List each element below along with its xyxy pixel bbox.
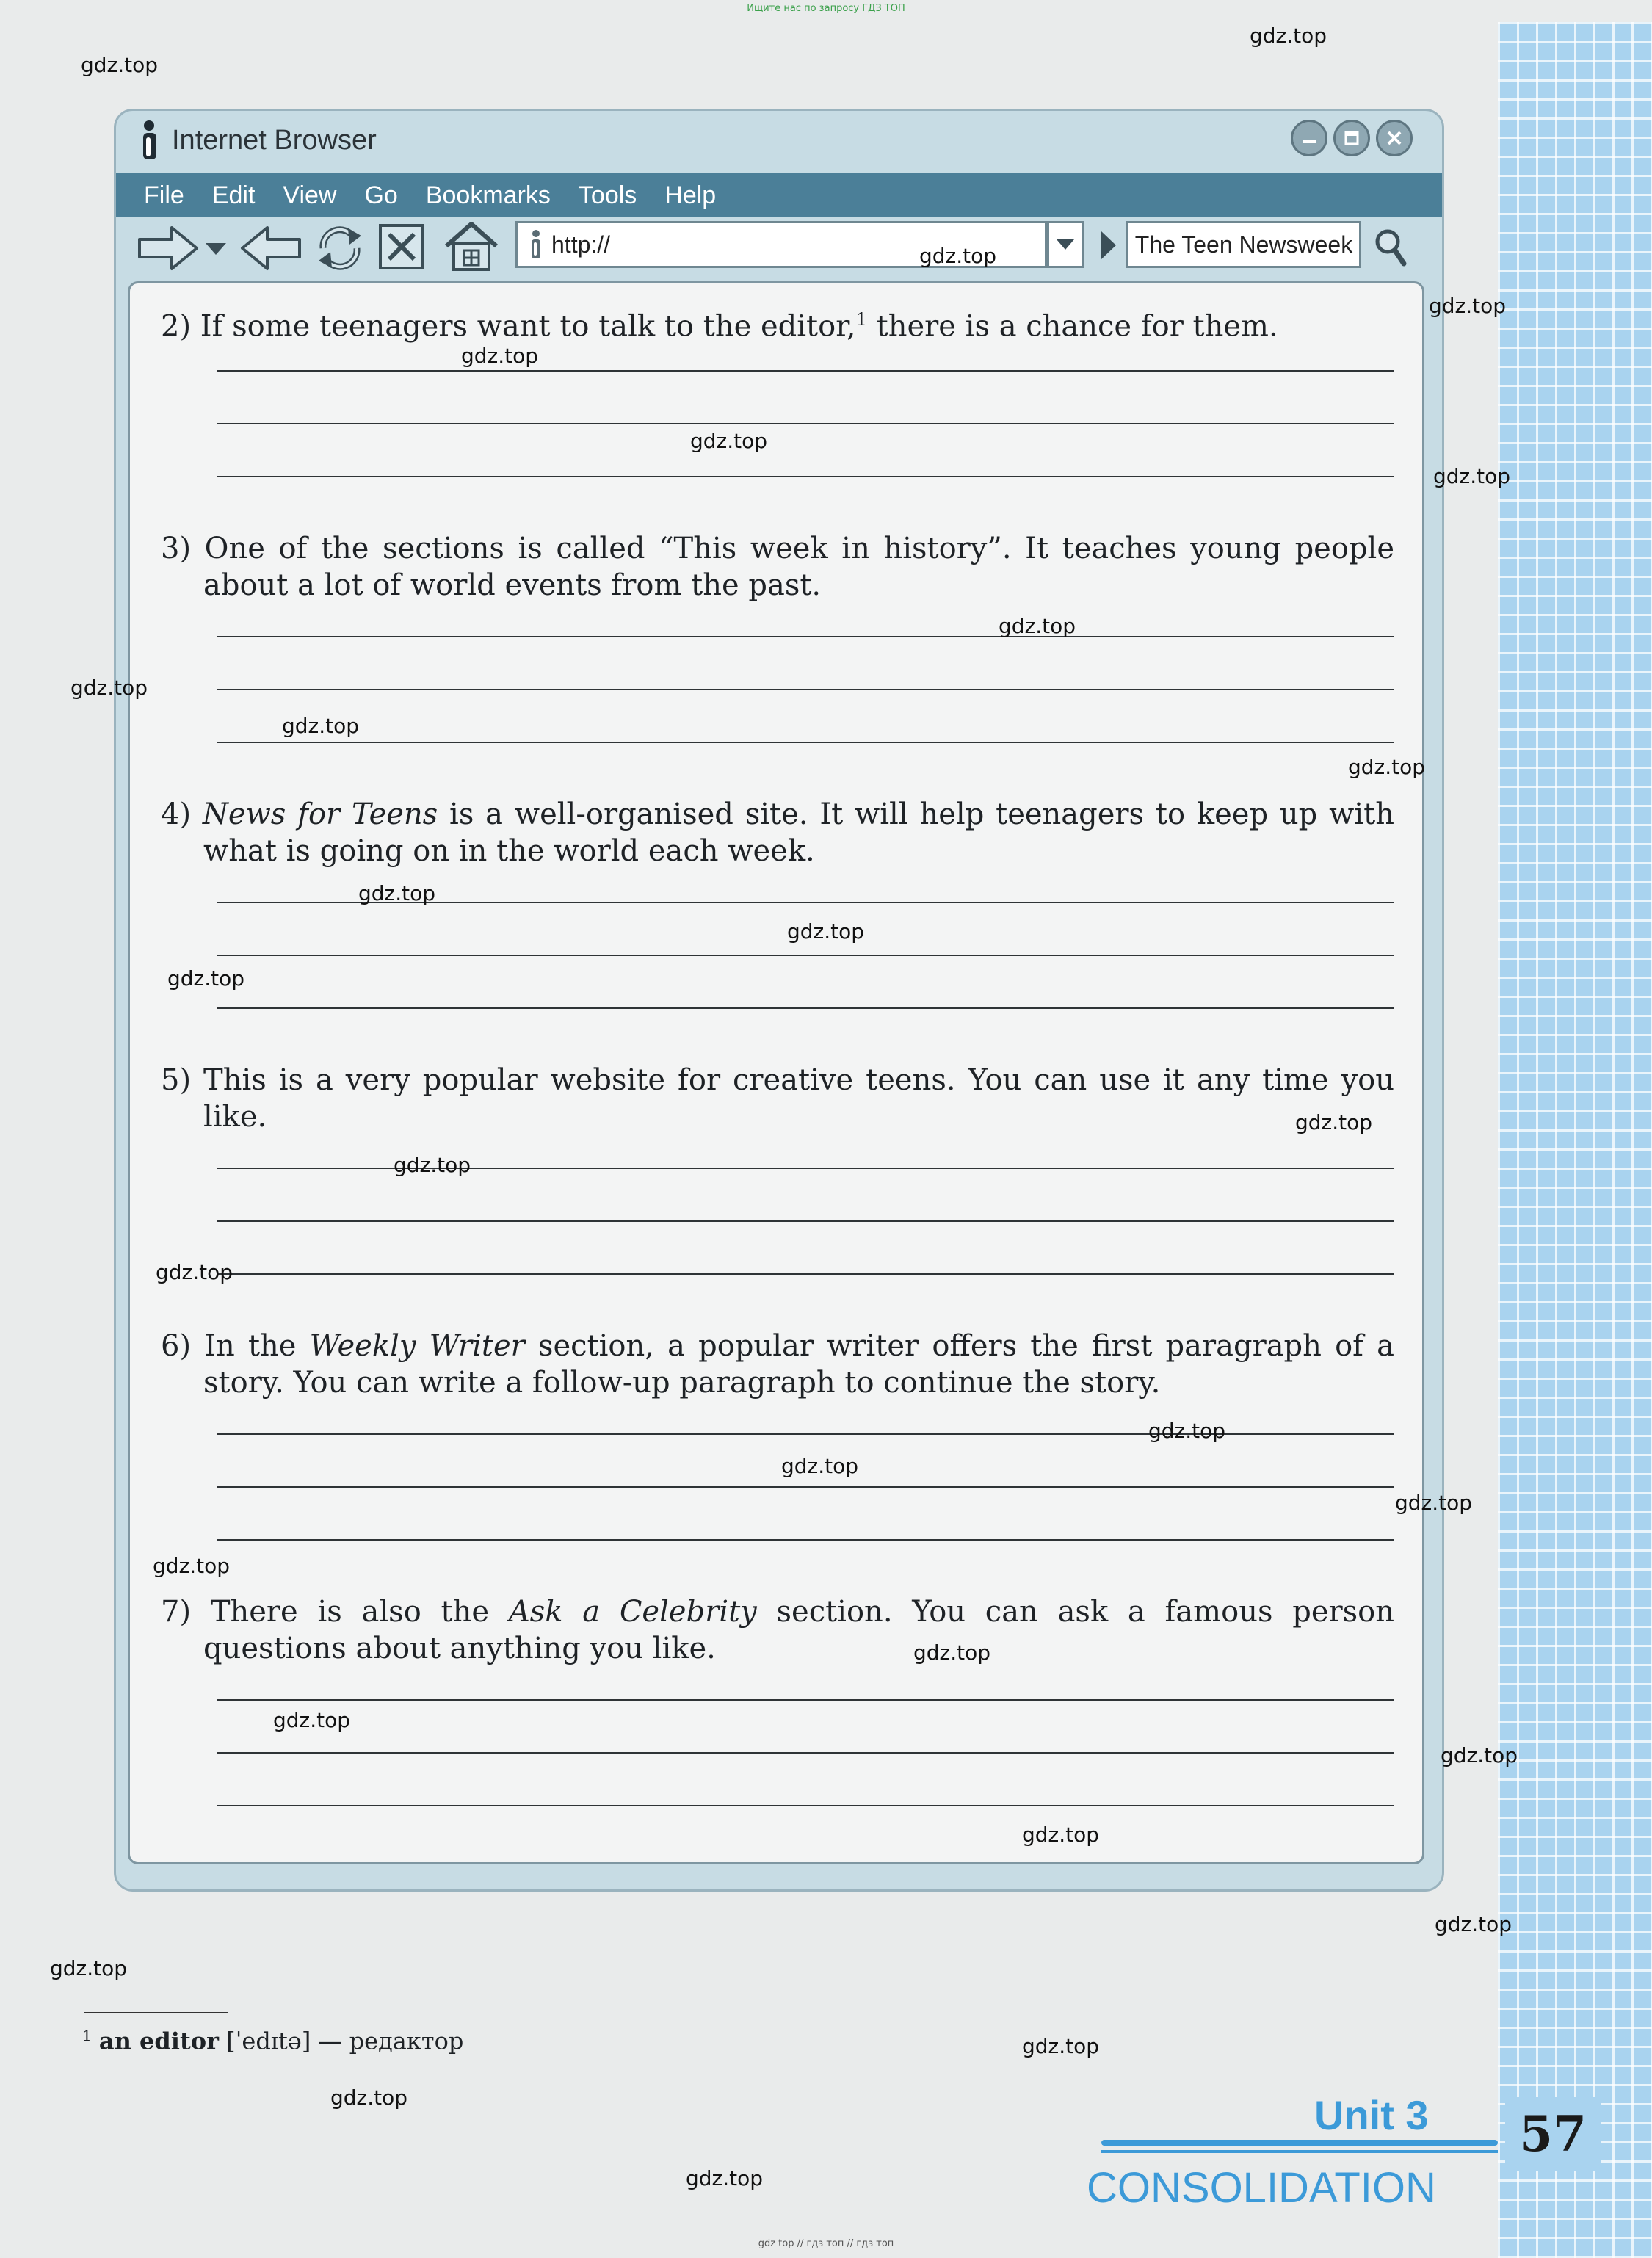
watermark: gdz.top [919, 244, 997, 268]
answer-line[interactable] [217, 1007, 1394, 1009]
watermark: gdz.top [273, 1708, 351, 1732]
browser-logo-icon [137, 120, 162, 161]
item-sentence: If some teenagers want to talk to the editor, [200, 309, 856, 344]
watermark: gdz.top [156, 1260, 233, 1284]
item-text [161, 1593, 1394, 1667]
answer-line[interactable] [217, 423, 1394, 424]
unit-subtitle: CONSOLIDATION [1087, 2164, 1436, 2212]
footnote-dash: — [318, 2027, 342, 2055]
item-number: 7) [161, 1595, 211, 1629]
stop-icon[interactable] [377, 222, 426, 271]
menu-file[interactable]: File [144, 181, 184, 209]
item-sentence: section. You can ask a famous person questions about anything you like. [203, 1595, 1395, 1665]
answer-line[interactable] [217, 1220, 1394, 1222]
watermark: gdz.top [461, 344, 539, 368]
item-sentence: One of the sections is called “This week in history”. It teaches young people about a lot of world events from the past. [203, 532, 1394, 602]
exercise-item-5 [161, 1062, 1394, 1135]
exercise-item-7 [161, 1593, 1394, 1667]
watermark: gdz.top [358, 881, 436, 905]
exercise-item-6 [161, 1328, 1394, 1401]
refresh-icon[interactable] [313, 221, 367, 275]
watermark: gdz.top [1429, 294, 1507, 318]
dropdown-icon[interactable] [204, 242, 228, 256]
item-sentence: is a well-organised site. It will help teenagers to keep up with what is going on in the world each week. [203, 797, 1394, 868]
search-icon[interactable] [1373, 227, 1408, 268]
answer-line[interactable] [217, 1699, 1394, 1701]
item-number: 6) [161, 1329, 205, 1363]
watermark: gdz.top [167, 966, 245, 991]
answer-line[interactable] [217, 1805, 1394, 1806]
item-text [161, 530, 1394, 604]
top-note: Ищите нас по запросу ГДЗ ТОП [747, 3, 905, 14]
watermark: gdz.top [50, 1956, 128, 1980]
address-input[interactable]: http:// [551, 231, 611, 258]
item-text [161, 1062, 1394, 1135]
footnote-term: an editor [98, 2027, 219, 2055]
window-controls [1291, 120, 1413, 156]
watermark: gdz.top [282, 714, 360, 738]
menu-edit[interactable]: Edit [211, 181, 256, 209]
maximize-icon [1342, 129, 1361, 148]
search-field[interactable] [1126, 221, 1361, 268]
watermark: gdz.top [1022, 1823, 1100, 1847]
answer-line[interactable] [217, 1273, 1394, 1275]
watermark: gdz.top [690, 429, 768, 453]
exercise-item-2 [161, 301, 1394, 344]
browser-window [114, 109, 1444, 1892]
address-dropdown-button[interactable] [1047, 221, 1084, 268]
item-number: 5) [161, 1063, 204, 1097]
footnote-rule [84, 2012, 228, 2013]
exercise-item-4 [161, 796, 1394, 869]
watermark: gdz.top [781, 1454, 859, 1478]
menu-bookmarks[interactable]: Bookmarks [425, 181, 551, 209]
menu-view[interactable]: View [283, 181, 337, 209]
maximize-button[interactable] [1333, 120, 1370, 156]
menu-bar [116, 173, 1442, 217]
item-italic-title: News for Teens [202, 797, 438, 831]
watermark: gdz.top [81, 53, 159, 77]
unit-rule-thin [1101, 2150, 1498, 2153]
answer-line[interactable] [217, 1752, 1394, 1754]
back-arrow-icon[interactable] [239, 225, 302, 272]
forward-arrow-icon[interactable] [137, 225, 200, 272]
item-text [161, 301, 1394, 344]
exercise-item-3 [161, 530, 1394, 604]
watermark: gdz.top [1441, 1743, 1518, 1767]
answer-line[interactable] [217, 955, 1394, 956]
watermark: gdz.top [153, 1554, 231, 1578]
window-title: Internet Browser [172, 124, 377, 156]
item-sentence: This is a very popular website for creative teens. You can use it any time you like. [203, 1063, 1394, 1134]
page-icon [526, 228, 546, 261]
menu-go[interactable]: Go [364, 181, 398, 209]
item-italic-title: Ask a Celebrity [508, 1595, 757, 1629]
item-sentence: In the [204, 1329, 310, 1363]
footnote [82, 2027, 463, 2055]
item-number: 3) [161, 532, 205, 565]
answer-line[interactable] [217, 476, 1394, 477]
watermark: gdz.top [913, 1640, 991, 1665]
watermark: gdz.top [1295, 1110, 1373, 1135]
bottom-note: gdz top // гдз топ // гдз топ [758, 2238, 894, 2249]
answer-line[interactable] [217, 636, 1394, 637]
footnote-transcription: [ˈedɪtə] [226, 2027, 311, 2055]
watermark: gdz.top [1435, 1912, 1512, 1936]
item-number: 2) [161, 309, 200, 344]
unit-title: Unit 3 [1314, 2092, 1429, 2138]
watermark: gdz.top [330, 2085, 408, 2110]
watermark: gdz.top [686, 2166, 764, 2190]
watermark: gdz.top [999, 614, 1076, 638]
footnote-translation: редактор [349, 2027, 464, 2055]
item-sentence: There is also the [210, 1595, 509, 1629]
footnote-mark: 1 [82, 2027, 92, 2044]
answer-line[interactable] [217, 1539, 1394, 1541]
minimize-icon [1300, 129, 1319, 148]
watermark: gdz.top [1348, 755, 1426, 779]
answer-line[interactable] [217, 1486, 1394, 1488]
item-text [161, 1328, 1394, 1401]
title-bar [137, 118, 377, 162]
minimize-button[interactable] [1291, 120, 1327, 156]
chevron-down-icon [1055, 238, 1076, 251]
watermark: gdz.top [787, 919, 865, 944]
home-icon[interactable] [442, 220, 501, 272]
watermark: gdz.top [394, 1153, 471, 1177]
item-text [161, 796, 1394, 869]
menu-help[interactable]: Help [664, 181, 717, 209]
item-number: 4) [161, 797, 203, 831]
item-italic-title: Weekly Writer [309, 1329, 525, 1363]
footnote-ref: 1 [855, 309, 867, 330]
watermark: gdz.top [1148, 1419, 1226, 1443]
page-grid-decoration [1498, 22, 1652, 2258]
page-number: 57 [1505, 2097, 1601, 2171]
watermark: gdz.top [1395, 1491, 1473, 1515]
answer-line[interactable] [217, 742, 1394, 743]
answer-line[interactable] [217, 370, 1394, 372]
watermark: gdz.top [1250, 23, 1327, 48]
content-panel [128, 281, 1424, 1864]
search-site-label: The Teen Newsweek [1134, 231, 1353, 258]
menu-tools[interactable]: Tools [578, 181, 637, 209]
go-icon[interactable] [1098, 228, 1119, 262]
watermark: gdz.top [1022, 2034, 1100, 2058]
watermark: gdz.top [70, 676, 148, 700]
unit-rule [1101, 2140, 1498, 2146]
item-sentence: section, a popular writer offers the first paragraph of a story. You can write a follow-up paragraph to continue the story. [203, 1329, 1395, 1400]
answer-line[interactable] [217, 689, 1394, 690]
close-button[interactable] [1376, 120, 1413, 156]
item-sentence: there is a chance for them. [866, 309, 1278, 344]
watermark: gdz.top [1433, 464, 1511, 488]
close-icon [1385, 129, 1404, 148]
